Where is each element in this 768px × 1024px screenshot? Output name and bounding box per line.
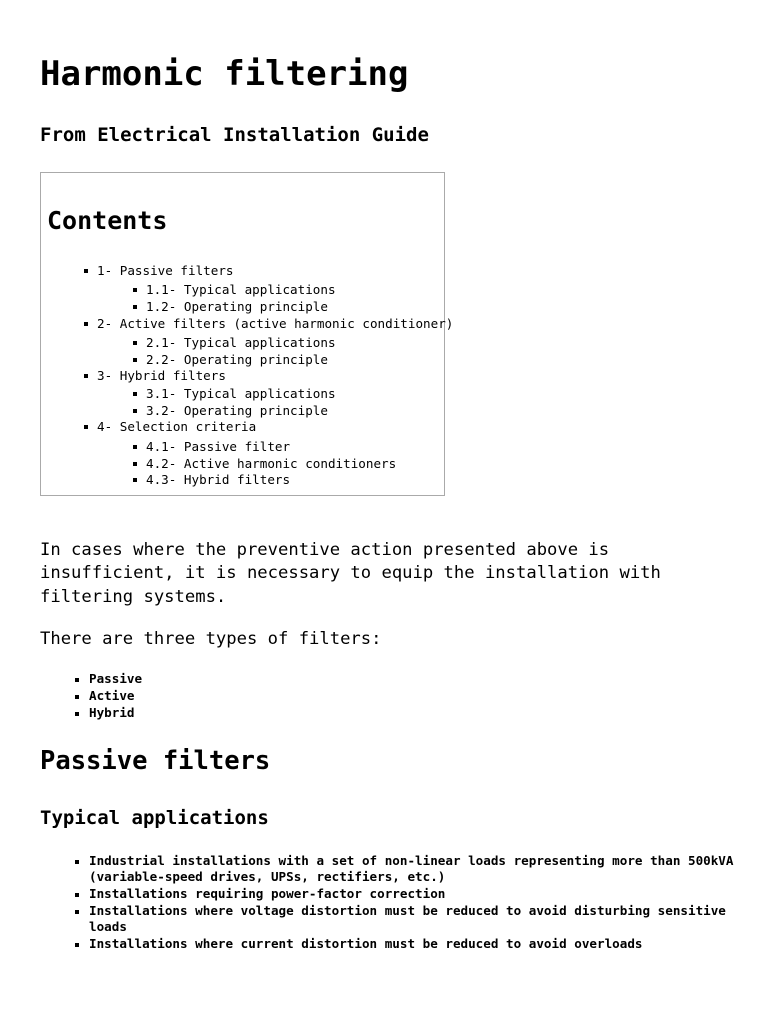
bullet-icon bbox=[84, 374, 88, 378]
toc-link-active-filters[interactable]: 2- Active filters (active harmonic conditioner) bbox=[97, 316, 454, 331]
list-item: Industrial installations with a set of non-linear loads representing more than 500kVA bbox=[89, 853, 734, 868]
bullet-icon bbox=[75, 712, 79, 716]
bullet-icon bbox=[75, 943, 79, 947]
section-heading-passive-filters: Passive filters bbox=[40, 746, 271, 776]
bullet-icon bbox=[133, 478, 137, 482]
toc-link-active-operating-principle[interactable]: 2.2- Operating principle bbox=[146, 352, 328, 367]
list-item-continuation: loads bbox=[89, 919, 127, 934]
toc-link-passive-operating-principle[interactable]: 1.2- Operating principle bbox=[146, 299, 328, 314]
list-item-continuation: (variable-speed drives, UPSs, rectifiers, etc.) bbox=[89, 869, 446, 884]
bullet-icon bbox=[84, 425, 88, 429]
bullet-icon bbox=[75, 695, 79, 699]
list-item: Installations where voltage distortion must be reduced to avoid disturbing sensitive bbox=[89, 903, 726, 918]
list-item: Passive bbox=[89, 671, 143, 686]
bullet-icon bbox=[133, 409, 137, 413]
toc-link-hybrid-typical-applications[interactable]: 3.1- Typical applications bbox=[146, 386, 336, 401]
bullet-icon bbox=[75, 860, 79, 864]
bullet-icon bbox=[75, 910, 79, 914]
toc-link-passive-filter[interactable]: 4.1- Passive filter bbox=[146, 439, 291, 454]
bullet-icon bbox=[84, 322, 88, 326]
bullet-icon bbox=[133, 445, 137, 449]
toc-link-active-harmonic-conditioners[interactable]: 4.2- Active harmonic conditioners bbox=[146, 456, 397, 471]
list-item: Installations requiring power-factor correction bbox=[89, 886, 446, 901]
bullet-icon bbox=[133, 305, 137, 309]
filter-types-intro: There are three types of filters: bbox=[40, 629, 382, 649]
intro-paragraph-line: filtering systems. bbox=[40, 587, 227, 607]
list-item: Active bbox=[89, 688, 135, 703]
contents-heading: Contents bbox=[47, 206, 168, 235]
bullet-icon bbox=[75, 893, 79, 897]
toc-link-hybrid-filters-criteria[interactable]: 4.3- Hybrid filters bbox=[146, 472, 291, 487]
toc-link-active-typical-applications[interactable]: 2.1- Typical applications bbox=[146, 335, 336, 350]
subsection-heading-typical-applications: Typical applications bbox=[40, 807, 269, 829]
bullet-icon bbox=[75, 678, 79, 682]
bullet-icon bbox=[133, 341, 137, 345]
toc-link-passive-typical-applications[interactable]: 1.1- Typical applications bbox=[146, 282, 336, 297]
bullet-icon bbox=[133, 462, 137, 466]
bullet-icon bbox=[133, 392, 137, 396]
intro-paragraph-line: In cases where the preventive action presented above is bbox=[40, 540, 610, 560]
list-item: Installations where current distortion must be reduced to avoid overloads bbox=[89, 936, 643, 951]
page-subtitle: From Electrical Installation Guide bbox=[40, 124, 429, 146]
toc-link-hybrid-filters[interactable]: 3- Hybrid filters bbox=[97, 368, 226, 383]
toc-link-hybrid-operating-principle[interactable]: 3.2- Operating principle bbox=[146, 403, 328, 418]
intro-paragraph-line: insufficient, it is necessary to equip the installation with bbox=[40, 563, 661, 583]
list-item: Hybrid bbox=[89, 705, 135, 720]
bullet-icon bbox=[133, 288, 137, 292]
bullet-icon bbox=[133, 358, 137, 362]
toc-link-passive-filters[interactable]: 1- Passive filters bbox=[97, 263, 234, 278]
toc-link-selection-criteria[interactable]: 4- Selection criteria bbox=[97, 419, 257, 434]
bullet-icon bbox=[84, 269, 88, 273]
page-title: Harmonic filtering bbox=[40, 54, 409, 94]
